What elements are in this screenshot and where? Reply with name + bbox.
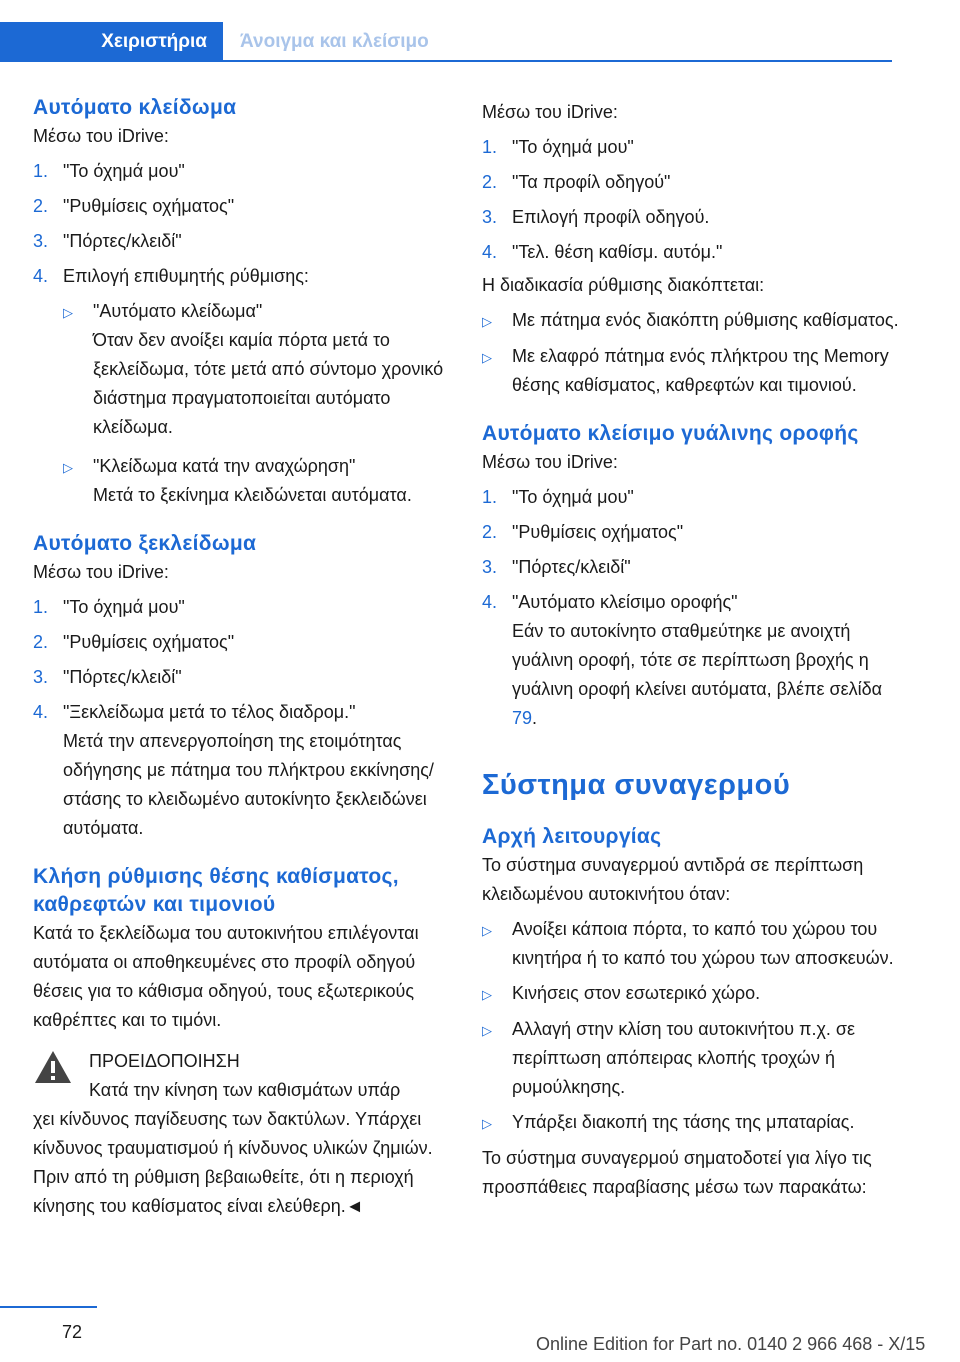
warning-title: ΠΡΟΕΙΔΟΠΟΙΗΣΗ: [89, 1051, 240, 1071]
right-column: [482, 94, 902, 1202]
page-reference-link[interactable]: 79: [512, 708, 533, 728]
list-item: 2. "Τα προφίλ οδηγού": [482, 172, 671, 192]
bullet-item: ▷ "Αυτόματο κλείδωμα" Όταν δεν ανοίξει καμία πόρτα μετά το ξεκλείδωμα, τότε μετά από σύντομο χρονικό διάστημα πραγματοποιείται αυτόματο κλείδωμα.: [33, 297, 453, 442]
triangle-right-icon: ▷: [482, 350, 492, 365]
bullet-item: ▷ Αλλαγή στην κλίση του αυτοκινήτου π.χ. σε περίπτωση απόπειρας κλοπής τροχών ή ρυμούλκησης.: [482, 1015, 902, 1102]
bullet-item: ▷ "Κλείδωμα κατά την αναχώρηση" Μετά το ξεκίνημα κλειδώνεται αυτόματα.: [33, 452, 453, 510]
bullet-item: ▷ Υπάρξει διακοπή της τάσης της μπαταρίας.: [482, 1108, 902, 1138]
section-title-auto-lock: Αυτόματο κλείδωμα: [33, 96, 237, 119]
triangle-right-icon: ▷: [482, 1023, 492, 1038]
via-idrive: Μέσω του iDrive:: [33, 126, 169, 146]
via-idrive: Μέσω του iDrive:: [482, 102, 618, 122]
triangle-right-icon: ▷: [482, 314, 492, 329]
triangle-right-icon: ▷: [482, 923, 492, 938]
section-tab: Άνοιγμα και κλείσιμο: [223, 22, 892, 62]
warning-triangle-icon: [33, 1049, 73, 1085]
triangle-right-icon: ▷: [482, 987, 492, 1002]
footer-rule: [0, 1306, 97, 1308]
via-idrive: Μέσω του iDrive:: [33, 562, 169, 582]
chapter-tab: Χειριστήρια: [0, 22, 223, 62]
section-title-auto-unlock: Αυτόματο ξεκλείδωμα: [33, 532, 257, 555]
list-item: 1. "Το όχημά μου": [482, 137, 634, 157]
list-item: 4. "Ξεκλείδωμα μετά το τέλος διαδρομ.": [33, 702, 356, 722]
triangle-right-icon: ▷: [63, 460, 73, 475]
page-number: 72: [61, 1322, 82, 1342]
edition-text: Online Edition for Part no. 0140 2 966 468 - X/15: [536, 1334, 926, 1354]
triangle-right-icon: ▷: [63, 305, 73, 320]
chapter-title-alarm: Σύστημα συναγερμού: [482, 769, 791, 801]
paragraph: Το σύστημα συναγερμού αντιδρά σε περίπτωση κλειδωμένου αυτοκινήτου όταν:: [482, 855, 864, 904]
list-item: 3. Επιλογή προφίλ οδηγού.: [482, 207, 710, 227]
section-title-roof-close: Αυτόματο κλείσιμο γυάλινης οροφής: [482, 422, 859, 445]
left-column: [33, 94, 453, 1221]
bullet-item: ▷ Με ελαφρό πάτημα ενός πλήκτρου της Memory θέσης καθίσματος, καθρεφτών και τιμονιού.: [482, 342, 902, 400]
list-item: 1. "Το όχημά μου": [482, 487, 634, 507]
warning-text: χει κίνδυνος παγίδευσης των δακτύλων. Υπάρχει κίνδυνος τραυματισμού ή κίνδυνος υλικών ζημιών. Πριν από τη ρύθμιση βεβαιωθείτε, ότι η περιοχή κίνησης του καθίσματος είναι ελεύθερη.◄: [33, 1109, 433, 1216]
list-item: 2. "Ρυθμίσεις οχήματος": [33, 632, 235, 652]
bullet-item: ▷ Ανοίξει κάποια πόρτα, το καπό του χώρου του κινητήρα ή το καπό του χώρου των αποσκευών.: [482, 915, 902, 973]
step-description: Μετά την απενεργοποίηση της ετοιμότητας οδήγησης με πάτημα του πλήκτρου εκκίνησης/στάσης το κλειδωμένο αυτοκίνητο ξεκλειδώνει αυτόματα.: [63, 731, 434, 838]
bullet-item: ▷ Με πάτημα ενός διακόπτη ρύθμισης καθίσματος.: [482, 306, 902, 336]
list-item: 3. "Πόρτες/κλειδί": [33, 667, 182, 687]
list-item: 4. Επιλογή επιθυμητής ρύθμισης:: [33, 266, 309, 286]
triangle-right-icon: ▷: [482, 1116, 492, 1131]
bullet-item: ▷ Κινήσεις στον εσωτερικό χώρο.: [482, 979, 902, 1009]
via-idrive: Μέσω του iDrive:: [482, 452, 618, 472]
warning-box: [33, 1047, 453, 1221]
step-description: Εάν το αυτοκίνητο σταθμεύτηκε με ανοιχτή γυάλινη οροφή, τότε σε περίπτωση βροχής η γυάλινη οροφή κλείνει αυτόματα, βλέπε σελίδα 79.: [512, 621, 883, 728]
header-rule: [223, 60, 892, 62]
section-title-principle: Αρχή λειτουργίας: [482, 825, 662, 848]
list-item: 1. "Το όχημά μου": [33, 597, 185, 617]
page-header: [0, 22, 892, 62]
paragraph: Κατά το ξεκλείδωμα του αυτοκινήτου επιλέγονται αυτόματα οι αποθηκευμένες στο προφίλ οδηγού θέσεις για το κάθισμα οδηγού, τους εξωτερικούς καθρέπτες και το τιμόνι.: [33, 923, 419, 1030]
section-title-seat-recall: Κλήση ρύθμισης θέσης καθίσματος, καθρεφτών και τιμονιού: [33, 865, 399, 916]
list-item: 2. "Ρυθμίσεις οχήματος": [33, 196, 235, 216]
list-item: 4. "Τελ. θέση καθίσμ. αυτόμ.": [482, 242, 723, 262]
paragraph: Το σύστημα συναγερμού σηματοδοτεί για λίγο τις προσπάθειες παραβίασης μέσω των παρακάτω:: [482, 1148, 872, 1197]
paragraph: Η διαδικασία ρύθμισης διακόπτεται:: [482, 275, 765, 295]
list-item: 3. "Πόρτες/κλειδί": [482, 557, 631, 577]
warning-text-first: Κατά την κίνηση των καθισμάτων υπάρ: [89, 1080, 401, 1100]
list-item: 1. "Το όχημά μου": [33, 161, 185, 181]
list-item: 4. "Αυτόματο κλείσιμο οροφής": [482, 592, 738, 612]
list-item: 2. "Ρυθμίσεις οχήματος": [482, 522, 684, 542]
list-item: 3. "Πόρτες/κλειδί": [33, 231, 182, 251]
